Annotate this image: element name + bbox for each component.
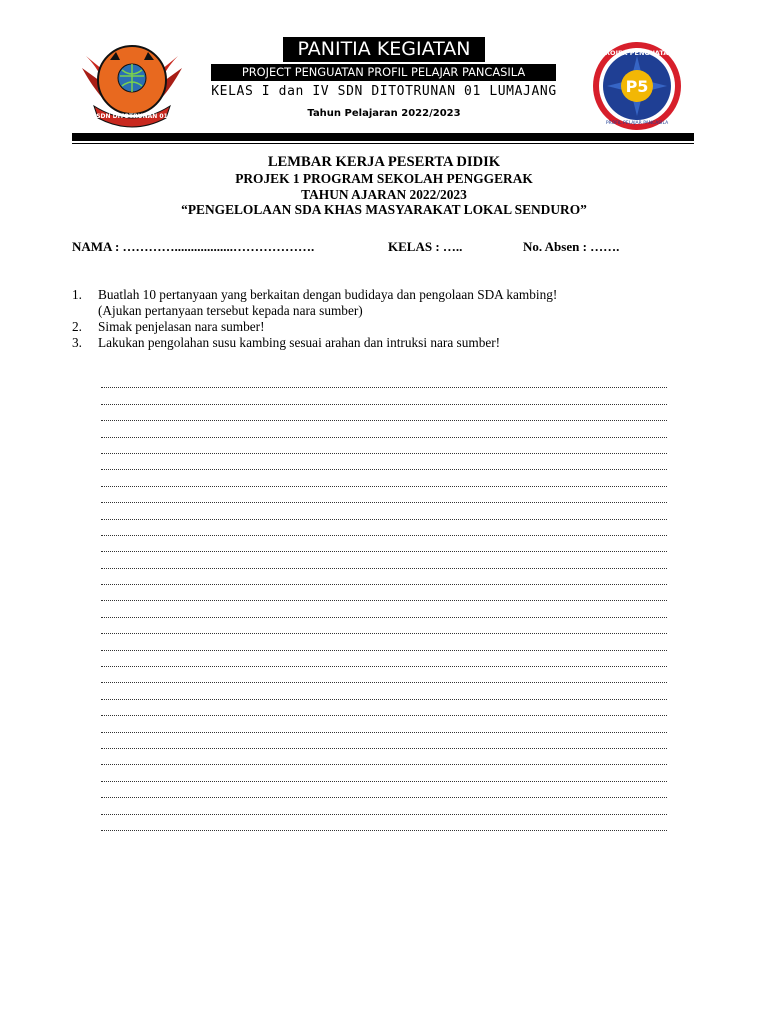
header-divider-thin — [72, 143, 694, 144]
answer-line[interactable] — [101, 815, 667, 831]
answer-line[interactable] — [101, 733, 667, 749]
answer-line[interactable] — [101, 716, 667, 732]
answer-line[interactable] — [101, 536, 667, 552]
answer-line[interactable] — [101, 749, 667, 765]
answer-line[interactable] — [101, 569, 667, 585]
answer-line[interactable] — [101, 470, 667, 486]
instructions-list — [72, 287, 692, 351]
answer-line[interactable] — [101, 503, 667, 519]
instruction-item — [72, 335, 692, 351]
p5-logo — [585, 40, 689, 132]
answer-line[interactable] — [101, 454, 667, 470]
header-year-line: Tahun Pelajaran 2022/2023 — [307, 108, 461, 119]
worksheet-title: LEMBAR KERJA PESERTA DIDIK — [267, 154, 501, 170]
instruction-text: Lakukan pengolahan susu kambing sesuai arahan dan intruksi nara sumber! — [98, 335, 501, 350]
answer-line[interactable] — [101, 585, 667, 601]
instruction-number: 1. — [72, 287, 82, 302]
theme-title: “PENGELOLAAN SDA KHAS MASYARAKAT LOKAL SENDURO” — [181, 202, 587, 217]
header-class-line: KELAS I dan IV SDN DITOTRUNAN 01 LUMAJANG — [211, 84, 557, 99]
answer-line[interactable] — [101, 700, 667, 716]
class-field[interactable]: KELAS : ….. — [388, 239, 463, 254]
header-divider-thick — [72, 133, 694, 141]
answer-line[interactable] — [101, 782, 667, 798]
worksheet-titles — [100, 154, 668, 218]
svg-text:SDN DITOTRUNAN 01: SDN DITOTRUNAN 01 — [96, 113, 168, 120]
instruction-text: Simak penjelasan nara sumber! — [98, 319, 265, 334]
instruction-number: 2. — [72, 319, 82, 334]
instruction-number: 3. — [72, 335, 82, 350]
answer-line[interactable] — [101, 388, 667, 404]
absence-number-field[interactable]: No. Absen : ……. — [523, 239, 620, 254]
header-title: PANITIA KEGIATAN — [283, 37, 485, 62]
svg-text:PROFIL PELAJAR PANCASILA: PROFIL PELAJAR PANCASILA — [605, 121, 669, 126]
answer-line[interactable] — [101, 438, 667, 454]
answer-line[interactable] — [101, 552, 667, 568]
school-logo — [80, 38, 184, 128]
instruction-text: Buatlah 10 pertanyaan yang berkaitan dengan budidaya dan pengolaan SDA kambing! — [98, 287, 558, 302]
svg-text:P5: P5 — [625, 77, 649, 96]
answer-line[interactable] — [101, 487, 667, 503]
student-identity-row — [72, 238, 696, 256]
answer-line[interactable] — [101, 372, 667, 388]
name-field[interactable]: NAMA : …………..................………………. — [72, 239, 315, 254]
answer-line[interactable] — [101, 634, 667, 650]
answer-line[interactable] — [101, 601, 667, 617]
instruction-item — [72, 319, 692, 335]
answer-line[interactable] — [101, 765, 667, 781]
answer-line[interactable] — [101, 683, 667, 699]
answer-line[interactable] — [101, 798, 667, 814]
answer-area[interactable] — [101, 372, 667, 831]
answer-line[interactable] — [101, 667, 667, 683]
answer-line[interactable] — [101, 405, 667, 421]
answer-line[interactable] — [101, 520, 667, 536]
answer-line[interactable] — [101, 618, 667, 634]
instruction-item — [72, 287, 692, 303]
instruction-item — [72, 303, 692, 319]
header-subtitle: PROJECT PENGUATAN PROFIL PELAJAR PANCASILA — [211, 64, 556, 81]
project-title: PROJEK 1 PROGRAM SEKOLAH PENGGERAK — [235, 171, 533, 186]
answer-line[interactable] — [101, 421, 667, 437]
answer-line[interactable] — [101, 651, 667, 667]
instruction-text: (Ajukan pertanyaan tersebut kepada nara sumber) — [98, 303, 363, 318]
svg-text:PROJEK PENGUATAN: PROJEK PENGUATAN — [600, 49, 674, 57]
academic-year: TAHUN AJARAN 2022/2023 — [301, 186, 467, 202]
